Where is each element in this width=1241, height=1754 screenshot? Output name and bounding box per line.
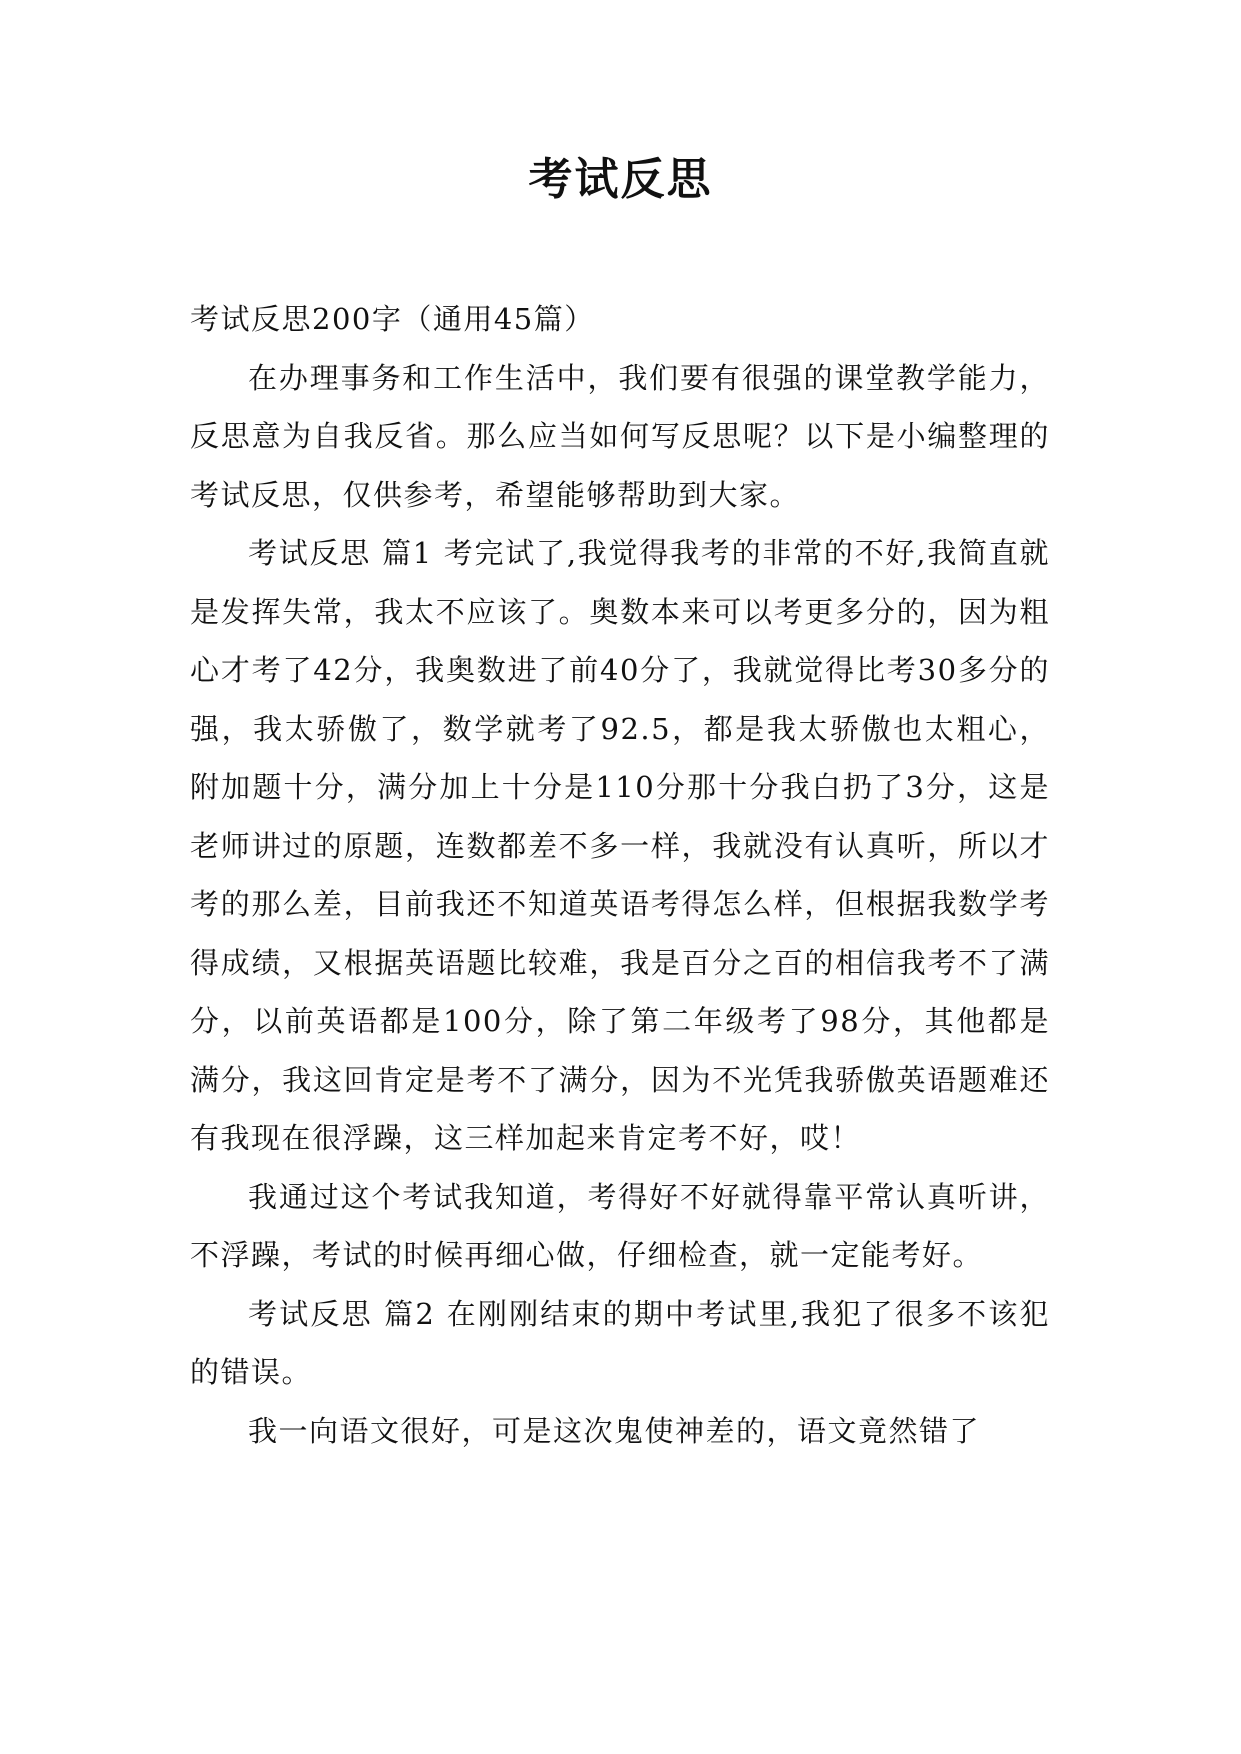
section-2-label: 考试反思 篇2 [248,1296,436,1331]
section-2-continuation: 我一向语文很好，可是这次鬼使神差的，语文竟然错了 [248,1413,981,1448]
section-2-label-gap [435,1297,446,1331]
page-title: 考试反思 [528,154,713,205]
document-subtitle: 考试反思200字（通用45篇） [190,302,595,336]
section-1-label: 考试反思 篇1 [248,536,433,570]
section-2-text: 在刚刚结束的期中考试里,我犯了很多不该犯的错误。 [190,1296,1050,1389]
document-body [190,290,1050,1460]
section-1-paragraph [190,524,1050,1168]
section-1-conclusion: 我通过这个考试我知道，考得好不好就得靠平常认真听讲，不浮躁，考试的时候再细心做，仔细检查，就一定能考好。 [190,1179,1050,1272]
section-1-text: 考完试了,我觉得我考的非常的不好,我简直就是发挥失常，我太不应该了。奥数本来可以考更多分的，因为粗心才考了42分，我奥数进了前40分了，我就觉得比考30多分的强，我太骄傲了，数学就考了92.5，都是我太骄傲也太粗心，附加题十分，满分加上十分是110分那十分我白扔了3分，这是老师讲过的原题，连数都差不多一样，我就没有认真听，所以才考的那么差，目前我还不知道英语考得怎么样，但根据我数学考得成绩，又根据英语题比较难，我是百分之百的相信我考不了满分，以前英语都是100分，除了第二年级考了98分，其他都是满分，我这回肯定是考不了满分，因为不光凭我骄傲英语题难还有我现在很浮躁，这三样加起来肯定考不好，哎！ [190,536,1050,1155]
intro-paragraph: 在办理事务和工作生活中，我们要有很强的课堂教学能力，反思意为自我反省。那么应当如何写反思呢？以下是小编整理的考试反思，仅供参考，希望能够帮助到大家。 [190,360,1050,512]
section-1-label-gap [433,536,444,570]
section-2-paragraph [190,1285,1050,1402]
